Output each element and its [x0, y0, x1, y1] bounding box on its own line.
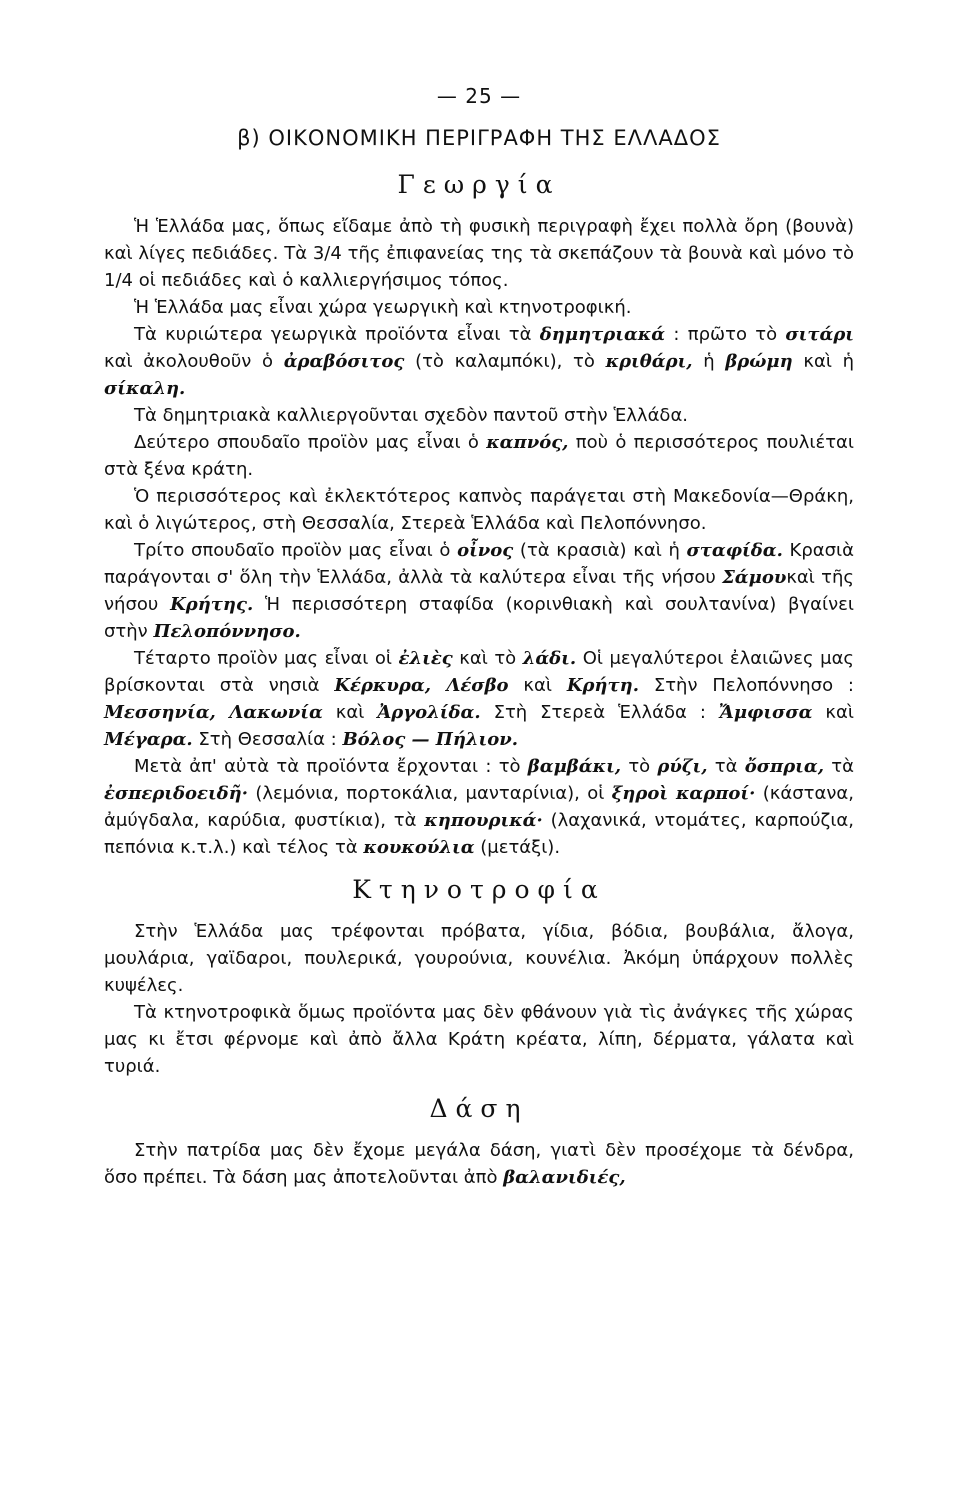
paragraph: [104, 645, 854, 753]
paragraph: [104, 294, 854, 321]
emphasized-term: Βόλος — Πήλιον.: [342, 729, 518, 750]
section-heading: Κτηνοτροφία: [352, 875, 606, 904]
text-run: Ἡ περισσότερη σταφίδα (κορινθιακὴ καὶ σουλτανίνα) βγαίνει στὴν: [104, 594, 854, 642]
paragraph: [104, 402, 854, 429]
text-run: (κάστανα, ἀμύγδαλα, καρύδια, φυστίκια), τὰ: [104, 783, 854, 831]
text-run: Κρασιὰ παράγονται σ' ὅλη τὴν Ἑλλάδα, ἀλλὰ τὰ καλύτερα εἶναι τῆς νήσου: [104, 540, 854, 588]
section-heading: Γεωργία: [397, 170, 561, 199]
emphasized-term: σιτάρι: [785, 324, 854, 345]
emphasized-term: βαμβάκι,: [527, 756, 622, 777]
text-run: Ἡ Ἑλλάδα μας, ὅπως εἴδαμε ἀπὸ τὴ φυσικὴ περιγραφὴ ἔχει πολλὰ ὄρη (βουνὰ) καὶ λίγες πεδιάδες. Τὰ 3/4 τῆς ἐπιφανείας της τὰ σκεπάζουν τὰ βουνὰ καὶ μόνο τὸ 1/4 οἱ πεδιάδες καὶ ὁ καλλιεργήσιμος τόπος.: [104, 216, 854, 291]
section: [104, 875, 854, 1080]
document-title: β) ΟΙΚΟΝΟΜΙΚΗ ΠΕΡΙΓΡΑΦΗ ΤΗΣ ΕΛΛΑΔΟΣ: [237, 126, 721, 150]
text-run: τὰ: [707, 756, 745, 777]
text-run: καὶ: [812, 702, 854, 723]
text-run: Τρίτο σπουδαῖο προϊὸν μας εἶναι ὁ: [134, 540, 458, 561]
emphasized-term: βρώμη: [725, 351, 793, 372]
section: [104, 170, 854, 861]
paragraph: [104, 999, 854, 1080]
emphasized-term: Πελοπόννησο.: [153, 621, 301, 642]
paragraph: [104, 213, 854, 294]
text-run: καὶ τῆς νήσου: [104, 567, 854, 615]
text-run: Δεύτερο σπουδαῖο προϊὸν μας εἶναι ὁ: [134, 432, 487, 453]
text-run: καὶ: [508, 675, 567, 696]
text-run: (λεμόνια, πορτοκάλια, μανταρίνια), οἱ: [248, 783, 612, 804]
paragraph: [104, 1137, 854, 1191]
text-run: ποὺ ὁ περισσότερος πουλιέται στὰ ξένα κράτη.: [104, 432, 854, 480]
emphasized-term: κουκούλια: [363, 837, 475, 858]
emphasized-term: ρύζι,: [657, 756, 708, 777]
page-number: — 25 —: [436, 84, 522, 108]
text-run: καὶ ἀκολουθοῦν ὁ: [104, 351, 284, 372]
emphasized-term: Κέρκυρα, Λέσβο: [334, 675, 509, 696]
emphasized-term: δημητριακά: [539, 324, 666, 345]
paragraph: [104, 537, 854, 645]
emphasized-term: Κρήτης.: [170, 594, 254, 615]
paragraph: [104, 918, 854, 999]
text-run: (τὸ καλαμπόκι), τὸ: [404, 351, 606, 372]
text-run: Τὰ κτηνοτροφικὰ ὅμως προϊόντα μας δὲν φθάνουν γιὰ τὶς ἀνάγκες τῆς χώρας μας κι ἔτσι φέρνομε καὶ ἀπὸ ἄλλα Κράτη κρέατα, λίπη, δέρματα, γάλατα καὶ τυριά.: [104, 1002, 854, 1077]
section: [104, 1094, 854, 1191]
text-run: (λαχανικά, ντομάτες, καρπούζια, πεπόνια κ.τ.λ.) καὶ τέλος τὰ: [104, 810, 855, 858]
emphasized-term: λάδι.: [522, 648, 577, 669]
emphasized-term: σταφίδα.: [686, 540, 783, 561]
text-run: ἡ: [692, 351, 726, 372]
text-run: : πρῶτο τὸ: [665, 324, 786, 345]
emphasized-term: Ἄμφισσα: [718, 702, 813, 723]
text-run: Στὴν Πελοπόννησο :: [638, 675, 854, 696]
text-run: Στὴν πατρίδα μας δὲν ἔχομε μεγάλα δάση, γιατὶ δὲν προσέχομε τὰ δένδρα, ὅσο πρέπει. Τὰ δάση μας ἀποτελοῦνται ἀπὸ: [104, 1140, 854, 1188]
text-run: Τὰ κυριώτερα γεωργικὰ προϊόντα εἶναι τὰ: [134, 324, 540, 345]
text-run: Στὴ Στερεὰ Ἑλλάδα :: [480, 702, 719, 723]
emphasized-term: Σάμου: [722, 567, 787, 588]
text-run: Οἱ μεγαλύτεροι ἐλαιῶνες μας βρίσκονται στὰ νησιὰ: [104, 648, 854, 696]
text-run: καὶ τὸ: [452, 648, 523, 669]
emphasized-term: ὄσπρια,: [744, 756, 825, 777]
emphasized-term: οἶνος: [457, 540, 514, 561]
text-run: Ὁ περισσότερος καὶ ἐκλεκτότερος καπνὸς παράγεται στὴ Μακεδονία—Θράκη, καὶ ὁ λιγώτερος, στὴ Θεσσαλία, Στερεὰ Ἑλλάδα καὶ Πελοπόννησο.: [104, 486, 854, 534]
emphasized-term: σίκαλη.: [104, 378, 186, 399]
text-run: Ἡ Ἑλλάδα μας εἶναι χώρα γεωργικὴ καὶ κτηνοτροφική.: [134, 297, 632, 318]
emphasized-term: βαλανιδιές,: [503, 1167, 626, 1188]
emphasized-term: κριθάρι,: [605, 351, 693, 372]
paragraph: [104, 321, 854, 402]
emphasized-term: ἐσπεριδοειδῆ·: [104, 783, 249, 804]
emphasized-term: Μέγαρα.: [104, 729, 193, 750]
emphasized-term: ξηροὶ καρποί·: [611, 783, 756, 804]
emphasized-term: Κρήτη.: [566, 675, 639, 696]
page-content: [104, 84, 854, 1191]
paragraph: [104, 429, 854, 483]
text-run: καὶ: [322, 702, 378, 723]
sections-container: [104, 170, 854, 1191]
emphasized-term: κηπουρικά·: [424, 810, 543, 831]
text-run: (μετάξι).: [474, 837, 561, 858]
text-run: τὸ: [621, 756, 658, 777]
emphasized-term: Μεσσηνία, Λακωνία: [104, 702, 323, 723]
text-run: Τὰ δημητριακὰ καλλιεργοῦνται σχεδὸν παντοῦ στὴν Ἑλλάδα.: [134, 405, 689, 426]
paragraph: [104, 483, 854, 537]
emphasized-term: Ἀργολίδα.: [377, 702, 481, 723]
text-run: (τὰ κρασιὰ) καὶ ἡ: [513, 540, 687, 561]
section-heading: Δάση: [429, 1094, 529, 1123]
text-run: Στὴν Ἑλλάδα μας τρέφονται πρόβατα, γίδια, βόδια, βουβάλια, ἄλογα, μουλάρια, γαϊδαροι, πουλερικά, γουρούνια, κουνέλια. Ἀκόμη ὑπάρχουν πολλὲς κυψέλες.: [104, 921, 854, 996]
emphasized-term: ἀραβόσιτος: [283, 351, 405, 372]
text-run: Μετὰ ἀπ' αὐτὰ τὰ προϊόντα ἔρχονται : τὸ: [134, 756, 528, 777]
emphasized-term: ἐλιὲς: [398, 648, 453, 669]
text-run: τὰ: [824, 756, 854, 777]
text-run: Τέταρτο προϊὸν μας εἶναι οἱ: [134, 648, 399, 669]
emphasized-term: καπνός,: [486, 432, 569, 453]
paragraph: [104, 753, 854, 861]
text-run: καὶ ἡ: [792, 351, 855, 372]
text-run: Στὴ Θεσσαλία :: [192, 729, 343, 750]
